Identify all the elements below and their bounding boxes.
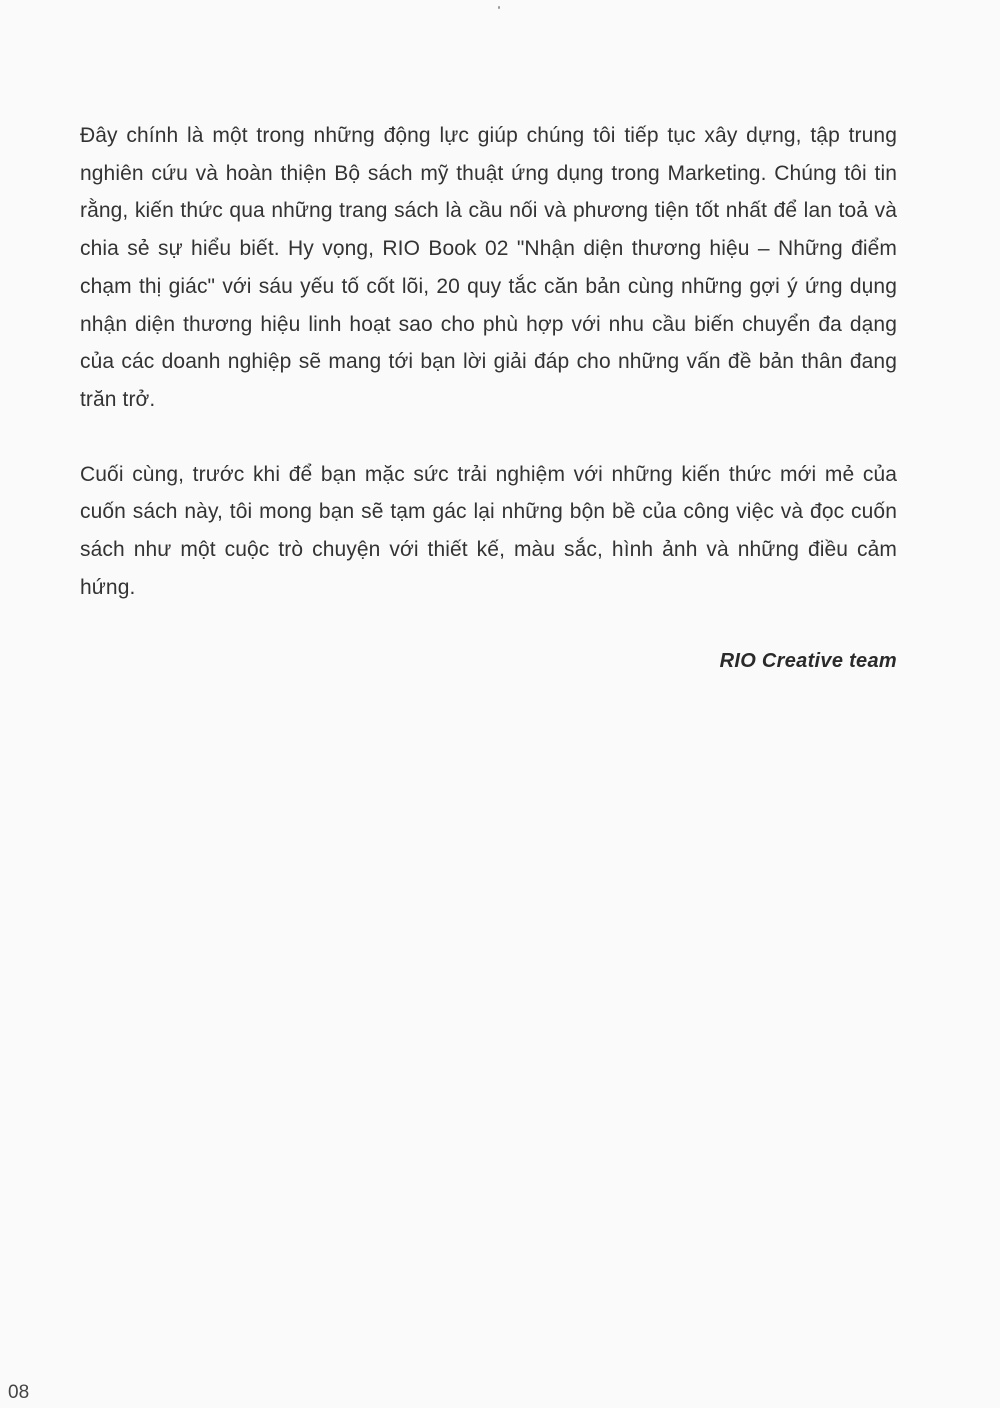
- page-body: [80, 117, 897, 606]
- paragraph-1: Đây chính là một trong những động lực giúp chúng tôi tiếp tục xây dựng, tập trung nghiên cứu và hoàn thiện Bộ sách mỹ thuật ứng dụng trong Marketing. Chúng tôi tin rằng, kiến thức qua những trang sách là cầu nối và phương tiện tốt nhất để lan toả và chia sẻ sự hiểu biết. Hy vọng, RIO Book 02 "Nhận diện thương hiệu – Những điểm chạm thị giác" với sáu yếu tố cốt lõi, 20 quy tắc căn bản cùng những gợi ý ứng dụng nhận diện thương hiệu linh hoạt sao cho phù hợp với nhu cầu biến chuyển đa dạng của các doanh nghiệp sẽ mang tới bạn lời giải đáp cho những vấn đề bản thân đang trăn trở.: [80, 124, 897, 411]
- page-number: 08: [8, 1382, 30, 1403]
- scan-mark: [498, 6, 500, 9]
- signature: RIO Creative team: [719, 650, 897, 672]
- paragraph-2: Cuối cùng, trước khi để bạn mặc sức trải nghiệm với những kiến thức mới mẻ của cuốn sách này, tôi mong bạn sẽ tạm gác lại những bộn bề của công việc và đọc cuốn sách như một cuộc trò chuyện với thiết kế, màu sắc, hình ảnh và những điều cảm hứng.: [80, 462, 897, 599]
